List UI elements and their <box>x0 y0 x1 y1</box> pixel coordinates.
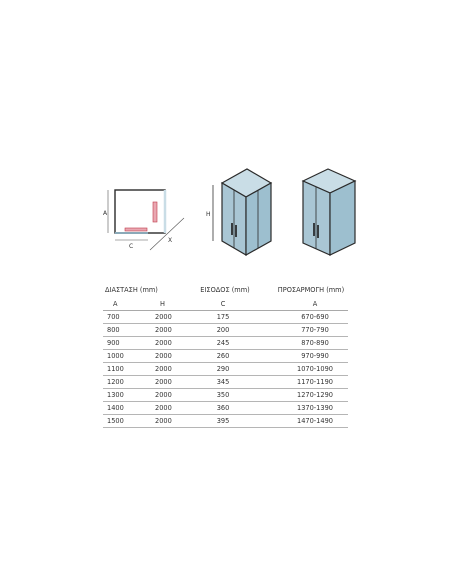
cell-h: 2000 <box>155 391 172 399</box>
table-body <box>103 311 348 428</box>
cell-adjust: 870-890 <box>301 339 329 347</box>
cell-c: 345 <box>216 378 230 386</box>
table-group-header <box>103 283 348 297</box>
cell-a: 700 <box>107 313 120 321</box>
cell-h: 2000 <box>155 313 172 321</box>
cell-adjust: 1070-1090 <box>297 365 333 373</box>
table-row <box>103 389 348 402</box>
cell-a: 1500 <box>107 417 124 425</box>
cell-h: 2000 <box>155 378 172 386</box>
cell-h: 2000 <box>155 365 172 373</box>
cell-a: 1300 <box>107 391 124 399</box>
column-c: C <box>220 300 226 308</box>
table-row <box>103 324 348 337</box>
cell-h: 2000 <box>155 352 172 360</box>
table-row <box>103 402 348 415</box>
cell-a: 1200 <box>107 378 124 386</box>
header-size: ΔΙΑΣΤΑΣΗ (mm) <box>105 286 158 294</box>
cell-adjust: 1270-1290 <box>297 391 333 399</box>
cell-c: 260 <box>216 352 230 360</box>
table-row <box>103 376 348 389</box>
column-a: A <box>113 300 118 308</box>
plan-view-diagram <box>100 184 190 256</box>
cell-h: 2000 <box>155 339 172 347</box>
label-x: X <box>168 237 173 244</box>
label-c: C <box>129 243 134 250</box>
table-row <box>103 311 348 324</box>
cell-h: 2000 <box>155 326 172 334</box>
cell-c: 175 <box>216 313 230 321</box>
cell-adjust: 1370-1390 <box>297 404 333 412</box>
cell-a: 1000 <box>107 352 124 360</box>
cell-adjust: 970-990 <box>301 352 329 360</box>
cell-c: 360 <box>216 404 230 412</box>
cell-adjust: 670-690 <box>301 313 329 321</box>
column-h: H <box>160 300 165 308</box>
cell-c: 395 <box>216 417 230 425</box>
table-row <box>103 350 348 363</box>
table-column-header <box>103 297 348 311</box>
plan-door-swing-front <box>125 228 147 231</box>
shower-enclosure-isometric-2 <box>293 163 363 258</box>
column-adjust-a: A <box>312 300 318 308</box>
cell-a: 800 <box>107 326 120 334</box>
table-row <box>103 337 348 350</box>
cell-c: 290 <box>216 365 230 373</box>
header-adjust: ΠΡΟΣΑΡΜΟΓΗ (mm) <box>277 286 345 294</box>
cell-a: 1400 <box>107 404 124 412</box>
enclosure-left-panel <box>303 181 330 255</box>
dimensions-table <box>103 283 348 428</box>
plan-frame <box>115 190 165 233</box>
cell-adjust: 1470-1490 <box>297 417 333 425</box>
cell-a: 900 <box>107 339 120 347</box>
cell-h: 2000 <box>155 404 172 412</box>
cell-h: 2000 <box>155 417 172 425</box>
cell-a: 1100 <box>107 365 124 373</box>
cell-adjust: 1170-1190 <box>297 378 333 386</box>
cell-c: 245 <box>216 339 230 347</box>
label-h: H <box>206 211 211 218</box>
table-row <box>103 363 348 376</box>
cell-c: 350 <box>216 391 230 399</box>
shower-enclosure-isometric-1 <box>205 163 275 258</box>
label-a: A <box>103 210 108 217</box>
table-row <box>103 415 348 428</box>
cell-adjust: 770-790 <box>301 326 329 334</box>
enclosure-right-panel <box>330 181 355 255</box>
cell-c: 200 <box>216 326 230 334</box>
header-entry: ΕΙΣΟΔΟΣ (mm) <box>200 286 250 294</box>
plan-door-swing <box>153 202 157 222</box>
dimension-x-line <box>150 218 184 250</box>
